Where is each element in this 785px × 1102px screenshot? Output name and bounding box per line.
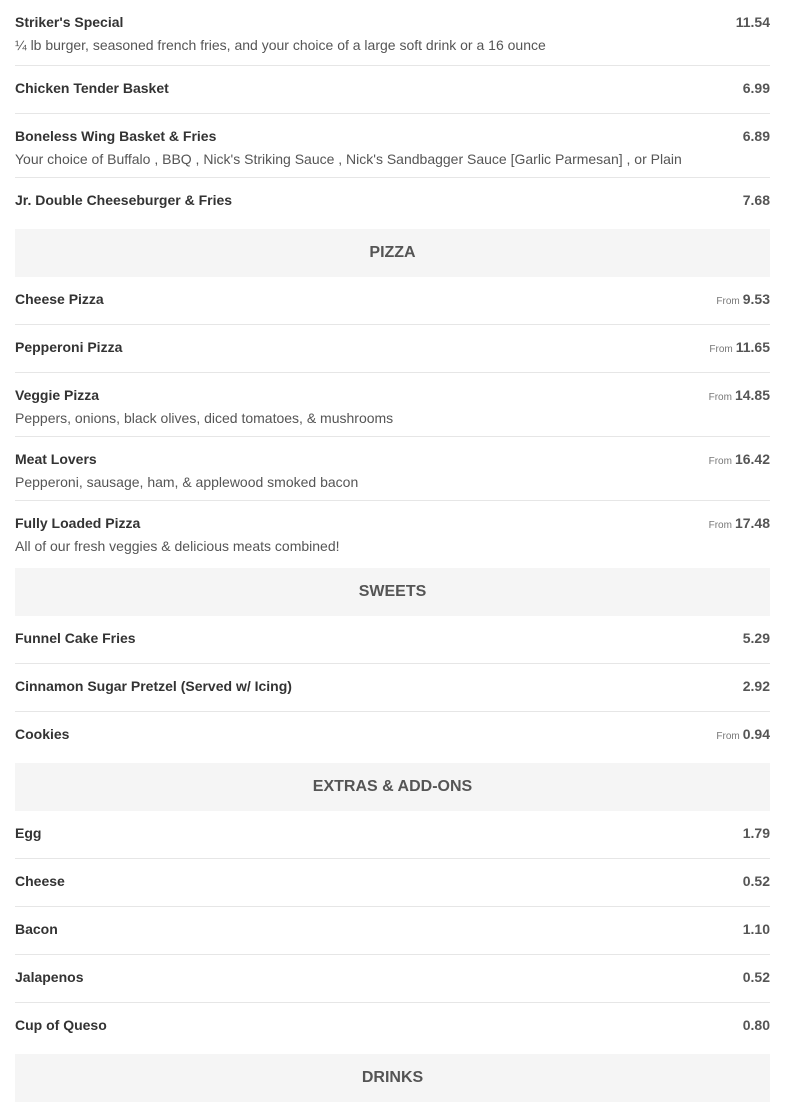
menu-item-cheese-pizza[interactable]	[15, 277, 770, 325]
item-price-wrap	[743, 921, 770, 938]
item-name: Striker's Special	[15, 14, 124, 30]
item-price-wrap	[743, 873, 770, 890]
item-price: 6.89	[742, 128, 770, 144]
menu-item-jr-double-cheeseburger[interactable]	[15, 178, 770, 226]
menu-item-boneless-wing-basket[interactable]	[15, 114, 770, 178]
item-price-wrap	[743, 128, 770, 145]
item-price: 6.99	[742, 80, 770, 96]
item-price: 1.10	[742, 921, 770, 937]
item-description: Your choice of Buffalo , BBQ , Nick's Striking Sauce , Nick's Sandbagger Sauce [Garlic Parmesan] , or Plain	[15, 151, 682, 167]
from-label: From	[708, 456, 732, 467]
item-price-wrap	[743, 80, 770, 97]
item-description: Peppers, onions, black olives, diced tomatoes, & mushrooms	[15, 410, 394, 426]
item-name: Jr. Double Cheeseburger & Fries	[15, 192, 233, 208]
section-header-drinks: DRINKS	[15, 1054, 770, 1102]
item-price-wrap	[709, 339, 770, 358]
item-name: Cheese	[15, 873, 65, 889]
item-price: 0.80	[742, 1017, 770, 1033]
item-price-wrap	[743, 969, 770, 986]
item-price: 14.85	[734, 387, 770, 403]
menu-item-fully-loaded-pizza[interactable]	[15, 501, 770, 565]
item-price: 2.92	[742, 678, 770, 694]
item-name: Cheese Pizza	[15, 291, 104, 307]
menu-item-strikers-special[interactable]	[15, 0, 770, 66]
item-price: 16.42	[734, 451, 770, 467]
item-description: Pepperoni, sausage, ham, & applewood smoked bacon	[15, 474, 359, 490]
menu-item-cup-of-queso[interactable]	[15, 1003, 770, 1051]
item-price-wrap	[709, 387, 770, 406]
item-name: Egg	[15, 825, 42, 841]
from-label: From	[716, 731, 740, 742]
item-price-wrap	[743, 825, 770, 842]
menu-item-funnel-cake-fries[interactable]	[15, 616, 770, 664]
item-name: Chicken Tender Basket	[15, 80, 169, 96]
item-name: Cookies	[15, 726, 70, 742]
section-header-extras: EXTRAS & ADD-ONS	[15, 763, 770, 811]
item-price-wrap	[743, 630, 770, 647]
item-name: Meat Lovers	[15, 451, 97, 467]
item-price: 0.94	[742, 726, 770, 742]
from-label: From	[708, 520, 732, 531]
item-name: Pepperoni Pizza	[15, 339, 123, 355]
item-price-wrap	[743, 192, 770, 209]
item-price: 0.52	[742, 873, 770, 889]
item-price: 9.53	[742, 291, 770, 307]
menu-item-egg[interactable]	[15, 811, 770, 859]
menu-item-cookies[interactable]	[15, 712, 770, 760]
item-name: Fully Loaded Pizza	[15, 515, 141, 531]
item-name: Veggie Pizza	[15, 387, 100, 403]
menu-item-cinnamon-sugar-pretzel[interactable]	[15, 664, 770, 712]
item-price: 17.48	[734, 515, 770, 531]
item-price: 11.54	[735, 14, 770, 30]
section-header-sweets: SWEETS	[15, 568, 770, 616]
item-price: 5.29	[742, 630, 770, 646]
item-name: Bacon	[15, 921, 58, 937]
item-price-wrap	[736, 14, 770, 31]
item-name: Jalapenos	[15, 969, 84, 985]
item-price-wrap	[716, 726, 770, 745]
from-label: From	[708, 392, 732, 403]
item-name: Cinnamon Sugar Pretzel (Served w/ Icing)	[15, 678, 292, 694]
item-description: ¼ lb burger, seasoned french fries, and your choice of a large soft drink or a 16 ounce	[15, 37, 546, 53]
item-price-wrap	[709, 451, 770, 470]
menu-list	[15, 0, 770, 1102]
menu-item-jalapenos[interactable]	[15, 955, 770, 1003]
item-price-wrap	[743, 1017, 770, 1034]
item-price: 11.65	[735, 339, 770, 355]
menu-item-chicken-tender-basket[interactable]	[15, 66, 770, 114]
item-price: 1.79	[742, 825, 770, 841]
item-price-wrap	[716, 291, 770, 310]
item-price: 0.52	[742, 969, 770, 985]
from-label: From	[716, 296, 740, 307]
item-price-wrap	[709, 515, 770, 534]
from-label: From	[709, 344, 733, 355]
menu-item-pepperoni-pizza[interactable]	[15, 325, 770, 373]
item-description: All of our fresh veggies & delicious meats combined!	[15, 538, 340, 554]
item-name: Cup of Queso	[15, 1017, 107, 1033]
item-price-wrap	[743, 678, 770, 695]
menu-item-veggie-pizza[interactable]	[15, 373, 770, 437]
item-name: Funnel Cake Fries	[15, 630, 136, 646]
menu-item-bacon[interactable]	[15, 907, 770, 955]
item-name: Boneless Wing Basket & Fries	[15, 128, 217, 144]
section-header-pizza: PIZZA	[15, 229, 770, 277]
menu-item-meat-lovers[interactable]	[15, 437, 770, 501]
menu-item-cheese[interactable]	[15, 859, 770, 907]
item-price: 7.68	[742, 192, 770, 208]
